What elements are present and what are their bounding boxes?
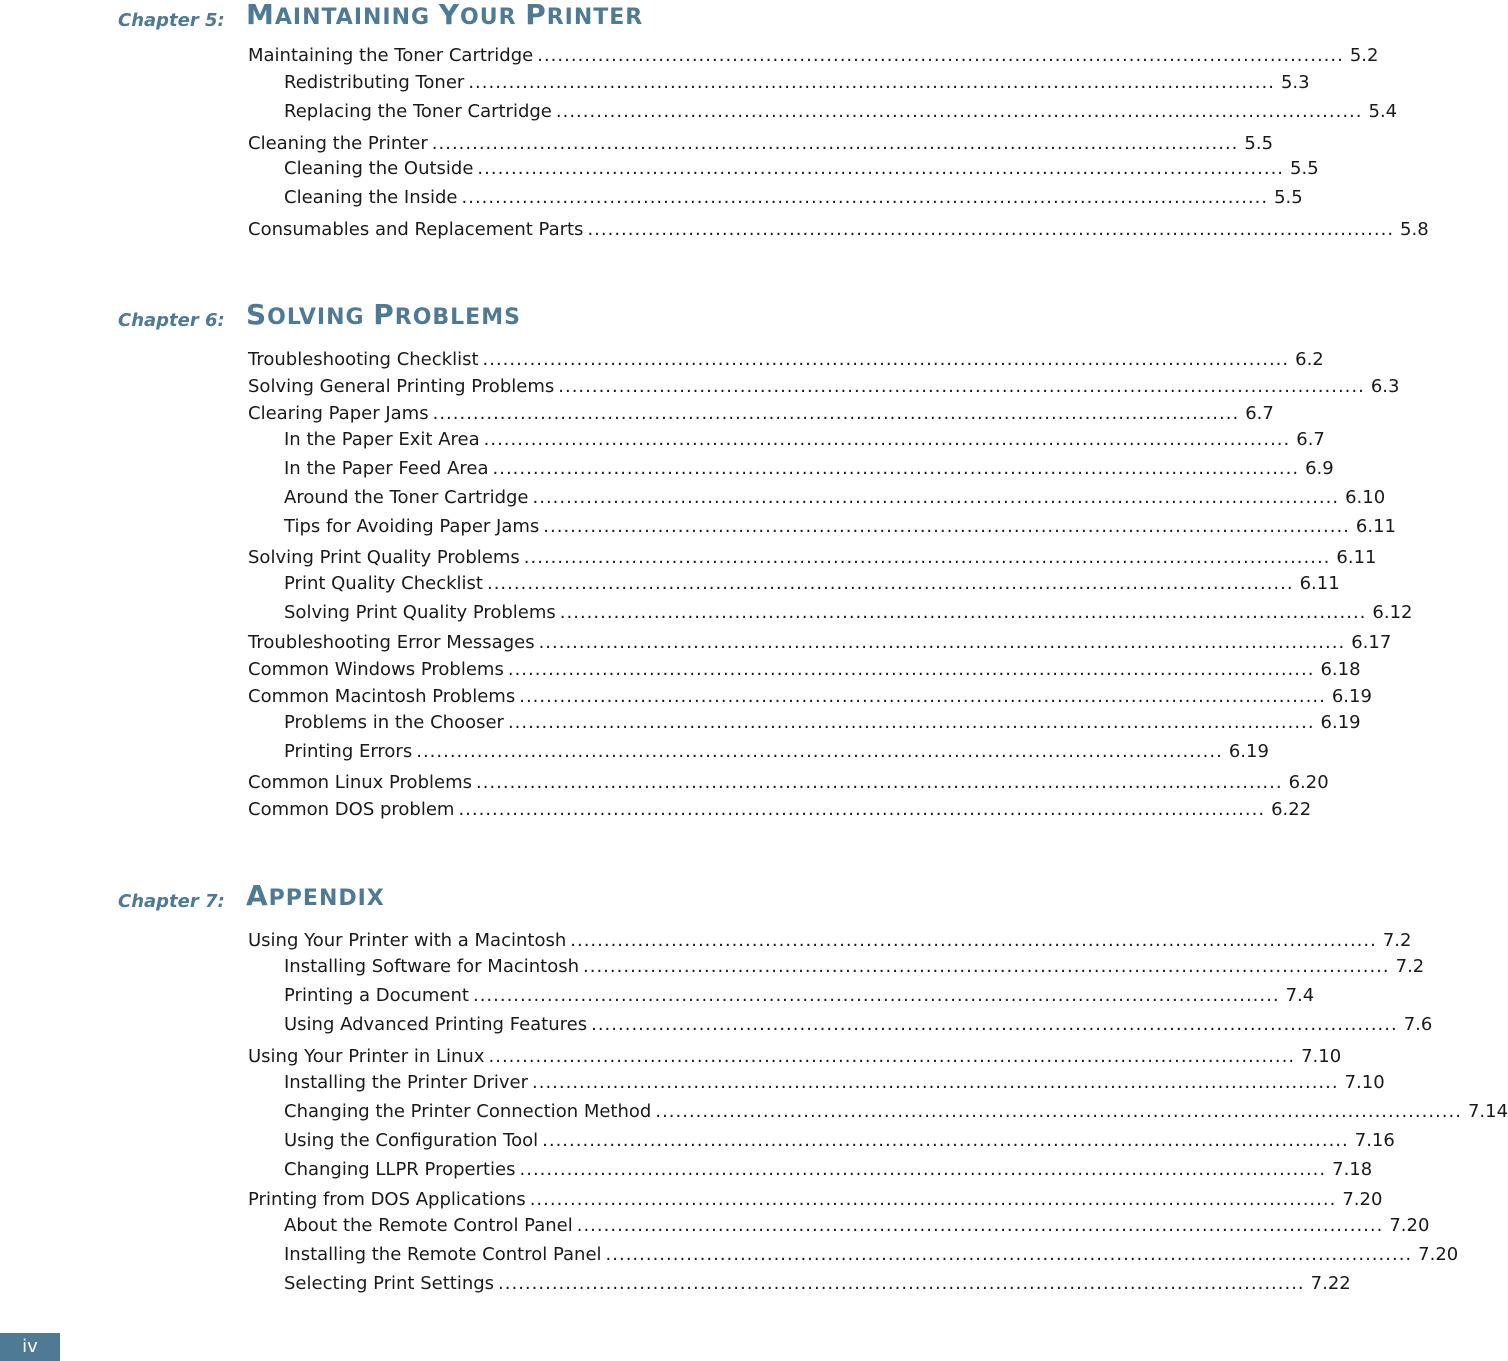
toc-entry-title: Common Linux Problems [248,772,472,793]
chapter-title-initial: S [246,298,268,331]
dot-leader: ........................................................................................................................ [482,349,1290,370]
toc-section-entry[interactable] [248,798,1312,822]
toc-page-number: 7.10 [1301,1046,1342,1067]
dot-leader: ........................................................................................................................ [591,1014,1398,1035]
toc-page-number: 7.4 [1285,985,1315,1006]
toc-entry-title: Using Your Printer in Linux [248,1046,485,1067]
toc-section-entry[interactable] [248,771,1329,795]
dot-leader: ........................................................................................................................ [488,1046,1296,1067]
toc-entry-title: Printing a Document [284,985,469,1006]
toc-page-number: 6.11 [1336,547,1377,568]
toc-page-number: 5.5 [1274,187,1303,208]
dot-leader: ........................................................................................................................ [558,376,1365,397]
toc-section-entry[interactable] [248,685,1372,709]
toc-entry-title: In the Paper Exit Area [284,429,480,450]
toc-subsection-entry[interactable] [284,740,1269,764]
toc-entry-title: Clearing Paper Jams [248,403,429,424]
toc-entry-title: Replacing the Toner Cartridge [284,101,552,122]
toc-entry-title: Installing the Remote Control Panel [284,1244,602,1265]
dot-leader: ........................................................................................................................ [472,985,1280,1006]
toc-subsection-entry[interactable] [284,486,1386,510]
dot-leader: ........................................................................................................................ [542,1130,1349,1151]
dot-leader: ........................................................................................................................ [519,1159,1327,1180]
toc-section-entry[interactable] [248,929,1412,953]
toc-entry-title: Solving General Printing Problems [248,376,555,397]
chapter-title-rest: OLVING [267,305,374,330]
chapter-title [246,879,385,912]
toc-page-number: 6.7 [1245,403,1274,424]
toc-section-entry[interactable] [248,375,1400,399]
dot-leader: ........................................................................................................................ [486,573,1294,594]
toc-page-number: 6.11 [1355,516,1396,537]
toc-subsection-entry[interactable] [284,711,1361,735]
chapter-section [0,0,1429,240]
toc-entry-title: Print Quality Checklist [284,573,483,594]
toc-page-number: 6.18 [1320,659,1361,680]
dot-leader: ........................................................................................................................ [532,487,1340,508]
toc-entry-title: Cleaning the Inside [284,187,458,208]
dot-leader: ........................................................................................................................ [655,1101,1462,1122]
dot-leader: ........................................................................................................................ [498,1273,1305,1294]
toc-entry-title: Using the Configuration Tool [284,1130,539,1151]
toc-entry-title: Using Your Printer with a Macintosh [248,930,567,951]
chapter-section [0,298,1413,820]
dot-leader: ........................................................................................................................ [475,772,1283,793]
toc-entry-title: Troubleshooting Checklist [248,349,479,370]
toc-page-number: 5.8 [1400,219,1429,240]
dot-leader: ........................................................................................................................ [507,659,1315,680]
toc-subsection-entry[interactable] [284,601,1413,625]
dot-leader: ........................................................................................................................ [538,632,1346,653]
chapter-title [246,0,643,31]
dot-leader: ........................................................................................................................ [555,101,1363,122]
toc-entry-title: Cleaning the Outside [284,158,474,179]
toc-page-number: 5.2 [1349,45,1379,66]
toc-subsection-entry[interactable] [284,1129,1395,1153]
toc-page-number: 6.12 [1372,602,1413,623]
toc-section-entry[interactable] [248,546,1377,570]
toc-entry-title: Troubleshooting Error Messages [248,632,535,653]
toc-subsection-entry[interactable] [284,157,1319,181]
toc-entry-title: Around the Toner Cartridge [284,487,529,508]
dot-leader: ........................................................................................................................ [432,403,1240,424]
toc-page-number: 7.18 [1332,1159,1373,1180]
toc-section-entry[interactable] [248,631,1392,655]
toc-entry-title: About the Remote Control Panel [284,1215,573,1236]
toc-section-entry[interactable] [248,348,1324,372]
page-number-tab [0,1333,60,1361]
toc-subsection-entry[interactable] [284,1071,1385,1095]
toc-page-number: 7.2 [1382,930,1412,951]
toc-section-entry[interactable] [248,402,1274,426]
toc-page-number: 7.22 [1310,1273,1351,1294]
toc-subsection-entry[interactable] [284,984,1315,1008]
chapter-title-rest: RINTER [546,5,644,30]
toc-subsection-entry[interactable] [284,100,1398,124]
toc-entry-title: Printing from DOS Applications [248,1189,526,1210]
dot-leader: ........................................................................................................................ [458,799,1266,820]
toc-page-number: 5.5 [1244,133,1274,154]
toc-entry-title: Tips for Avoiding Paper Jams [284,516,540,537]
toc-subsection-entry[interactable] [284,1158,1373,1182]
dot-leader: ........................................................................................................................ [492,458,1300,479]
toc-entry-title: Common Macintosh Problems [248,686,516,707]
toc-page-number: 6.2 [1295,349,1324,370]
dot-leader: ........................................................................................................................ [519,686,1326,707]
dot-leader: ........................................................................................................................ [431,133,1239,154]
chapter-title-initial: Y [438,0,461,31]
toc-entry-title: Maintaining the Toner Cartridge [248,45,534,66]
toc-entry-title: Common Windows Problems [248,659,504,680]
toc-subsection-entry[interactable] [284,457,1334,481]
toc-entry-title: Changing the Printer Connection Method [284,1101,652,1122]
toc-subsection-entry[interactable] [284,1100,1508,1124]
chapter-title-initial: P [373,298,395,331]
toc-entry-title: Solving Print Quality Problems [248,547,520,568]
chapter-title-rest: AINTAINING [274,5,439,30]
toc-section-entry[interactable] [248,1188,1383,1212]
chapter-label: Chapter 6: [118,310,225,331]
toc-page-number: 7.20 [1342,1189,1383,1210]
dot-leader: ........................................................................................................................ [483,429,1291,450]
toc-page-number: 6.3 [1370,376,1400,397]
dot-leader: ........................................................................................................................ [477,158,1285,179]
toc-subsection-entry[interactable] [284,955,1425,979]
toc-entry-title: Changing LLPR Properties [284,1159,516,1180]
toc-page-number: 6.17 [1351,632,1392,653]
chapter-title-rest: PPENDIX [268,886,385,911]
chapter-heading [0,881,826,921]
chapter-title-initial: M [246,0,275,31]
toc-subsection-entry[interactable] [284,71,1310,95]
toc-subsection-entry[interactable] [284,572,1340,596]
toc-page-number: 5.3 [1280,72,1310,93]
toc-entry-title: Problems in the Chooser [284,712,504,733]
chapter-heading [0,0,826,40]
toc-page-number: 5.5 [1290,158,1319,179]
toc-page-number: 6.11 [1299,573,1340,594]
chapter-title [246,298,521,331]
toc-subsection-entry[interactable] [284,1214,1430,1238]
toc-entry-title: Selecting Print Settings [284,1273,495,1294]
toc-entry-title: Solving Print Quality Problems [284,602,556,623]
dot-leader: ........................................................................................................................ [461,187,1269,208]
chapter-section [0,879,1508,1294]
toc-subsection-entry[interactable] [284,186,1303,210]
toc-subsection-entry[interactable] [284,428,1325,452]
toc-page-number: 6.20 [1288,772,1329,793]
toc-page-number: 7.2 [1395,956,1425,977]
toc-subsection-entry[interactable] [284,515,1396,539]
toc-entry-title: Redistributing Toner [284,72,465,93]
toc-page-number: 7.16 [1354,1130,1395,1151]
toc-entry-title: In the Paper Feed Area [284,458,489,479]
chapter-title-rest: OUR [460,5,526,30]
toc-page-number: 7.6 [1403,1014,1433,1035]
dot-leader: ........................................................................................................................ [529,1189,1337,1210]
toc-entry-title: Using Advanced Printing Features [284,1014,588,1035]
chapter-title-initial: P [525,0,547,31]
toc-section-entry[interactable] [248,658,1361,682]
toc-page-number: 6.9 [1305,458,1334,479]
toc-entry-title: Installing Software for Macintosh [284,956,580,977]
dot-leader: ........................................................................................................................ [587,219,1395,240]
toc-subsection-entry[interactable] [284,1013,1433,1037]
page-number: iv [22,1336,38,1357]
dot-leader: ........................................................................................................................ [583,956,1390,977]
dot-leader: ........................................................................................................................ [605,1244,1413,1265]
toc-section-entry[interactable] [248,44,1379,68]
dot-leader: ........................................................................................................................ [416,741,1223,762]
toc-page-number: 7.20 [1389,1215,1430,1236]
dot-leader: ........................................................................................................................ [570,930,1377,951]
toc-page-number: 5.4 [1368,101,1398,122]
toc-subsection-entry[interactable] [284,1243,1459,1267]
toc-page-number: 6.19 [1320,712,1361,733]
chapter-label: Chapter 7: [118,891,225,912]
dot-leader: ........................................................................................................................ [468,72,1275,93]
chapter-label: Chapter 5: [118,10,225,31]
toc-entry-title: Installing the Printer Driver [284,1072,528,1093]
toc-entry-title: Printing Errors [284,741,413,762]
toc-page-number: 6.22 [1271,799,1312,820]
dot-leader: ........................................................................................................................ [507,712,1315,733]
toc-entry-title: Consumables and Replacement Parts [248,219,584,240]
chapter-title-rest: ROBLEMS [394,305,521,330]
toc-page-number: 6.10 [1345,487,1386,508]
toc-section-entry[interactable] [248,132,1274,156]
toc-page-number: 7.14 [1467,1101,1508,1122]
toc-page-number: 7.10 [1344,1072,1385,1093]
toc-subsection-entry[interactable] [284,1272,1351,1296]
dot-leader: ........................................................................................................................ [532,1072,1339,1093]
toc-page-number: 6.7 [1296,429,1325,450]
dot-leader: ........................................................................................................................ [543,516,1350,537]
toc-section-entry[interactable] [248,218,1429,242]
dot-leader: ........................................................................................................................ [537,45,1344,66]
toc-page-number: 6.19 [1228,741,1269,762]
toc-section-entry[interactable] [248,1045,1342,1069]
toc-page-number: 7.20 [1418,1244,1459,1265]
dot-leader: ........................................................................................................................ [523,547,1331,568]
toc-entry-title: Cleaning the Printer [248,133,428,154]
toc-entry-title: Common DOS problem [248,799,455,820]
dot-leader: ........................................................................................................................ [576,1215,1384,1236]
dot-leader: ........................................................................................................................ [559,602,1367,623]
toc-page-number: 6.19 [1331,686,1372,707]
chapter-title-initial: A [246,879,269,912]
chapter-heading [0,300,826,340]
